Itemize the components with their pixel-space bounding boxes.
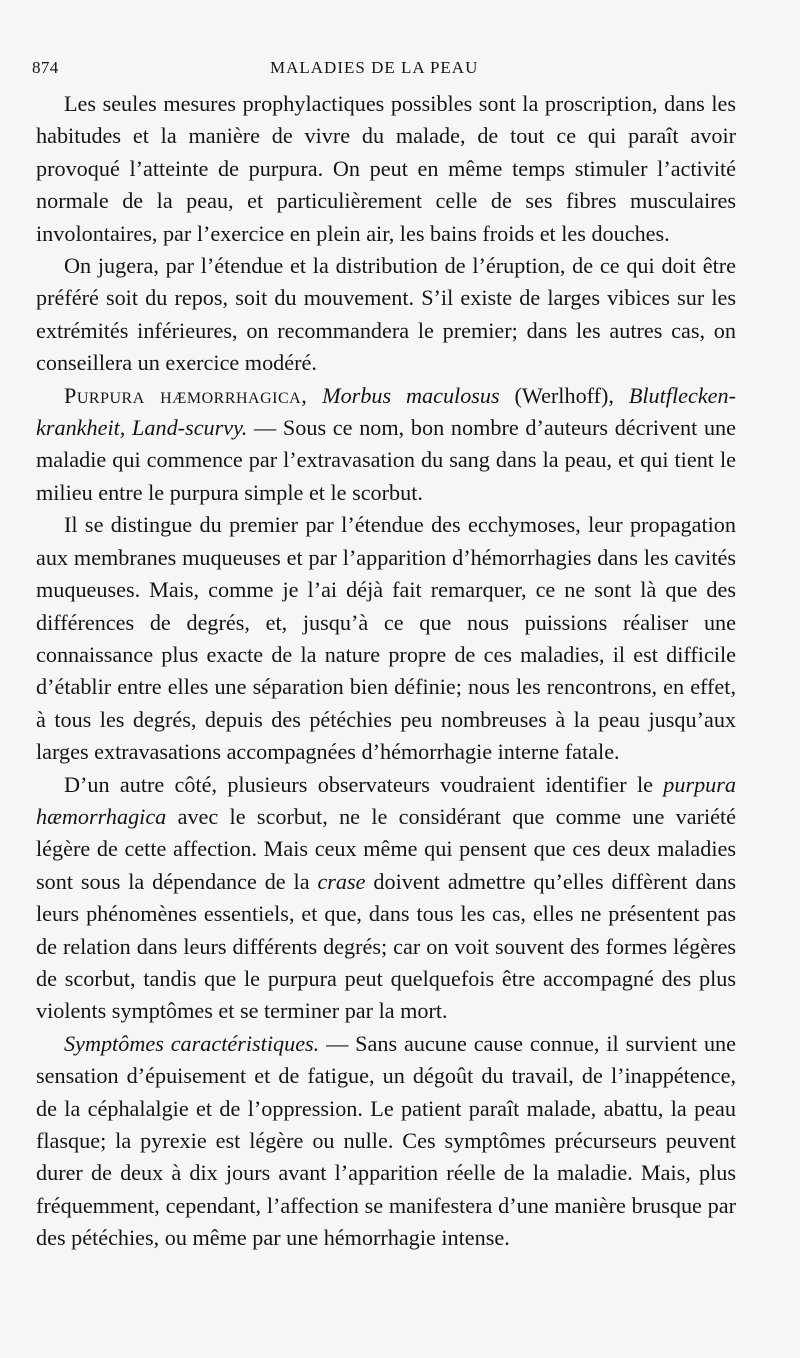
page-header [32, 58, 732, 88]
attribution-werlhoff: (Werlhoff), [499, 382, 629, 408]
paragraph-text: — Sans aucune cause connue, il survient une sensation d’épuisement et de fatigue, un dégoût du travail, de l’inappétence, de la céphalalgie et de l’oppression. Le patient paraît malade, abattu, la peau flasque; la pyrexie est légère ou nulle. Ces symptômes précurseurs peuvent durer de deux à dix jours avant l’apparition réelle de la maladie. Mais, plus fréquemment, cependant, l’affection se manifestera d’une manière brusque par des pétéchies, ou même par une hémorrhagie intense. [36, 1030, 736, 1251]
paragraph-scorbut-comparison [36, 769, 736, 1028]
term-purpura-haemorrhagica: purpura hæmorrhagica [36, 771, 736, 829]
paragraph-prophylaxis: Les seules mesures prophylactiques possibles sont la proscription, dans les habitudes et la manière de vivre du malade, de tout ce qui paraît avoir provoqué l’atteinte de purpura. On peut en même temps stimuler l’activité normale de la peau, et particulièrement celle de ses fibres musculaires involontaires, par l’exercice en plein air, les bains froids et les douches. [36, 91, 736, 246]
page-number: 874 [32, 58, 59, 77]
paragraph-text: — Sous ce nom, bon nombre d’auteurs décrivent une maladie qui commence par l’extravasation du sang dans la peau, et qui tient le milieu entre le purpura simple et le scorbut. [36, 415, 736, 505]
section-heading-purpura-haemorrhagica: Purpura hæmorrhagica, [64, 382, 308, 408]
paragraph-text-rest: doivent admettre qu’elles diffèrent dans leurs phénomènes essentiels, et que, dans tous les cas, elles ne présentent pas de relation dans leurs différents degrés; car on voit souvent des formes légères de scorbut, tandis que le purpura peut quelquefois être accompagné des plus violents symptômes et se terminer par la mort. [36, 868, 737, 1024]
paragraph-purpura-haemorrhagica [36, 380, 736, 510]
paragraph-symptoms [36, 1028, 736, 1255]
term-crase: crase [317, 868, 366, 894]
paragraph-distinction: Il se distingue du premier par l’étendue des ecchymoses, leur propagation aux membranes muqueuses et par l’apparition d’hémorrhagies dans les cavités muqueuses. Mais, comme je l’ai déjà fait remarquer, ce ne sont là que des différences de degrés, et, jusqu’à ce que nous puissions réaliser une connaissance plus exacte de la nature propre de ces maladies, il est difficile d’établir entre elles une séparation bien définie; nous les rencontrons, en effet, à tous les degrés, depuis des pétéchies peu nombreuses à la peau jusqu’aux larges extravasations accompagnées d’hémorrhagie interne fatale. [36, 512, 736, 765]
paragraph-text-mid: avec le scorbut, ne le considérant que comme une variété légère de cette affection. Mais ceux même qui pensent que ces deux maladies sont sous la dépendance de la [36, 803, 736, 894]
synonym-morbus-maculosus: Morbus maculosus [322, 382, 500, 408]
body-text [36, 88, 736, 1255]
synonym-blutfleckenkrankheit: Blutflecken-krankheit, Land-scurvy. [36, 382, 736, 441]
paragraph-text-lead: D’un autre côté, plusieurs observateurs voudraient identifier le [64, 771, 664, 797]
running-title: MALADIES DE LA PEAU [270, 58, 479, 77]
paragraph-rest-or-movement: On jugera, par l’étendue et la distribution de l’éruption, de ce qui doit être préféré soit du repos, soit du mouvement. S’il existe de larges vibices sur les extrémités inférieures, on recommandera le premier; dans les autres cas, on conseillera un exercice modéré. [36, 253, 736, 376]
section-heading-symptoms: Symptômes caractéristiques. [64, 1030, 320, 1056]
